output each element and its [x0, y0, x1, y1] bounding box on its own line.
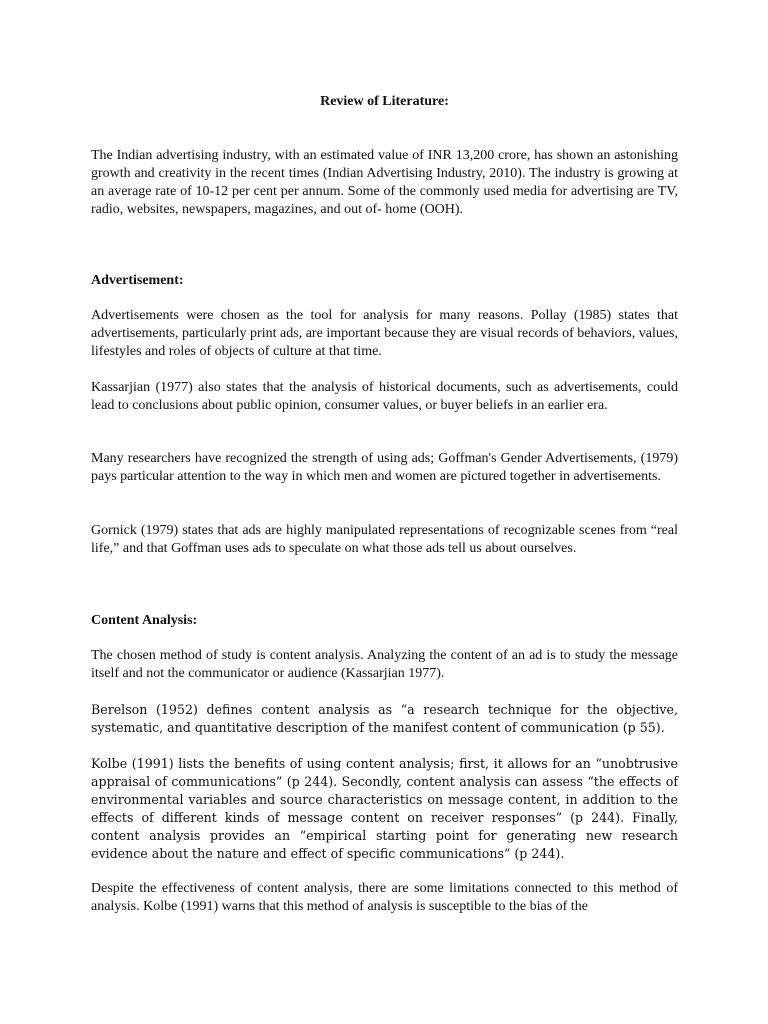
advertisement-paragraph-2: Kassarjian (1977) also states that the analysis of historical documents, such as advertisements, could lead to conclusions about public opinion, consumer values, or buyer beliefs in an earlier era. [91, 380, 678, 413]
content-analysis-paragraph-4: Despite the effectiveness of content analysis, there are some limitations connected to this method of analysis. Kolbe (1991) warns that this method of analysis is susceptible to the bias of the [91, 881, 678, 914]
advertisement-paragraph-3: Many researchers have recognized the strength of using ads; Goffman's Gender Advertisements, (1979) pays particular attention to the way in which men and women are pictured together in advertisements. [91, 451, 678, 484]
advertisement-paragraph-4: Gornick (1979) states that ads are highly manipulated representations of recognizable scenes from “real life,” and that Goffman uses ads to speculate on what those ads tell us about ourselves. [91, 523, 678, 556]
content-analysis-paragraph-1: The chosen method of study is content analysis. Analyzing the content of an ad is to study the message itself and not the communicator or audience (Kassarjian 1977). [91, 648, 678, 681]
content-analysis-paragraph-2: Berelson (1952) defines content analysis as “a research technique for the objective, systematic, and quantitative description of the manifest content of communication (p 55). [91, 702, 678, 735]
section-heading-content-analysis: Content Analysis: [91, 613, 198, 628]
intro-paragraph: The Indian advertising industry, with an estimated value of INR 13,200 crore, has shown an astonishing growth and creativity in the recent times (Indian Advertising Industry, 2010). The industry is growing at an average rate of 10-12 per cent per annum. Some of the commonly used media for advertising are TV, radio, websites, newspapers, magazines, and out of- home (OOH). [91, 148, 678, 217]
content-analysis-paragraph-3: Kolbe (1991) lists the benefits of using content analysis; first, it allows for an “unobtrusive appraisal of communications” (p 244). Secondly, content analysis can assess “the effects of environmental variables and source characteristics on message content, in addition to the effects of different kinds of message content on receiver responses” (p 244). Finally, content analysis provides an “empirical starting point for generating new research evidence about the nature and effect of specific communications” (p 244). [91, 756, 678, 861]
section-heading-advertisement: Advertisement: [91, 273, 184, 288]
advertisement-paragraph-1: Advertisements were chosen as the tool for analysis for many reasons. Pollay (1985) states that advertisements, particularly print ads, are important because they are visual records of behaviors, values, lifestyles and roles of objects of culture at that time. [91, 308, 678, 359]
document-title: Review of Literature: [320, 94, 449, 109]
